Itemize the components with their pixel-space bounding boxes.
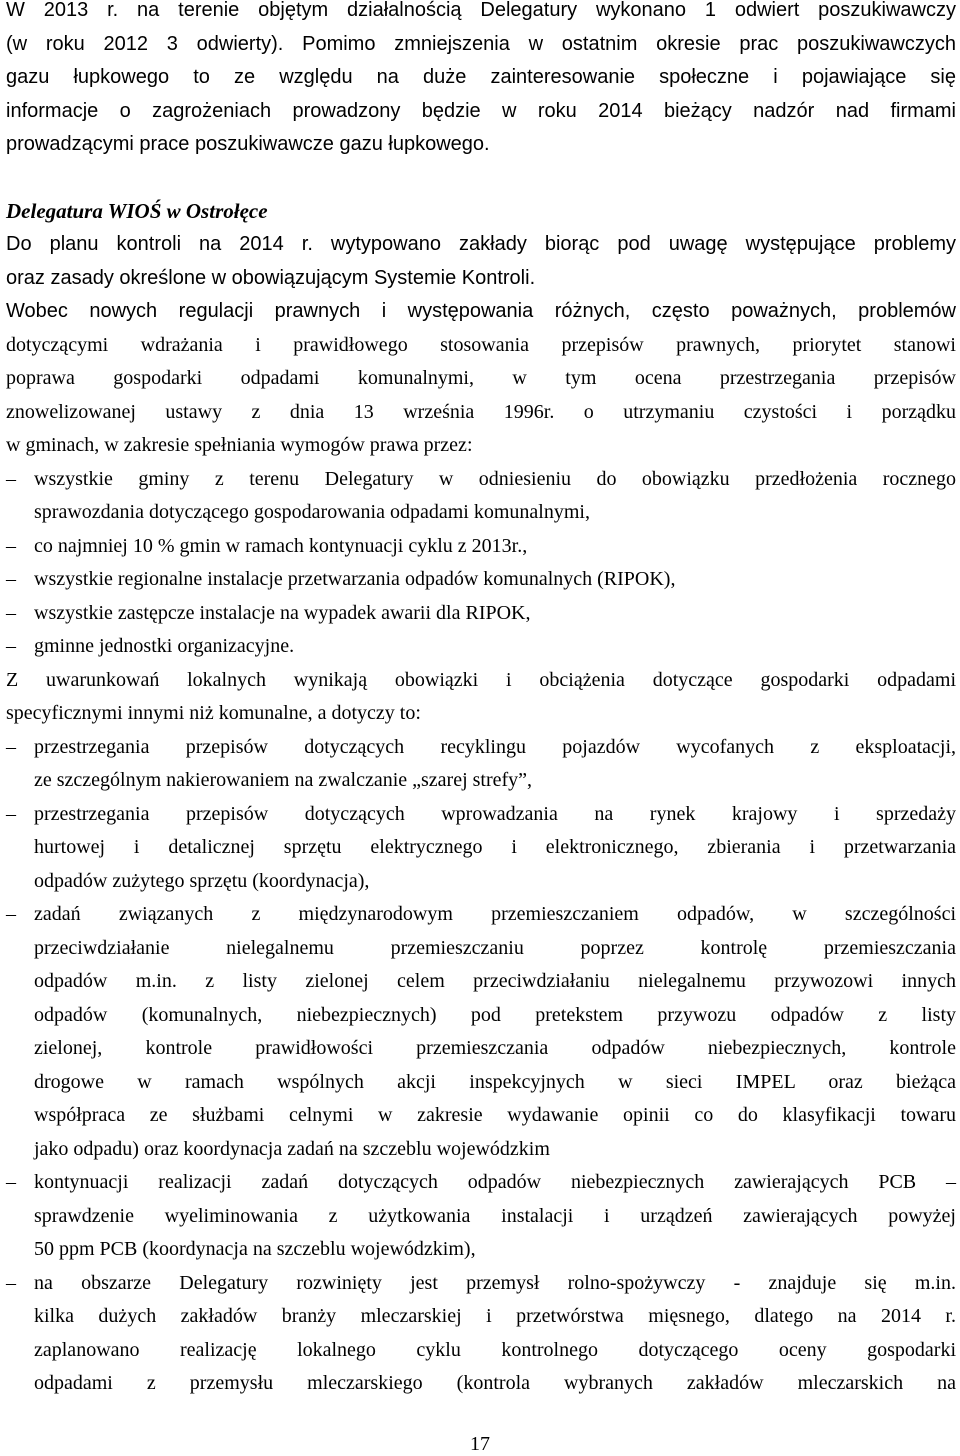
- list-item-line: przestrzegania przepisów dotyczących recyklingu pojazdów wycofanych z eksploatacji,: [34, 736, 956, 758]
- list-bullet: –: [6, 535, 16, 557]
- list-item-line: wszystkie gminy z terenu Delegatury w odniesieniu do obowiązku przedłożenia rocznego: [34, 468, 956, 490]
- list-bullet: –: [6, 602, 16, 624]
- text-line: (w roku 2012 3 odwierty). Pomimo zmniejszenia w ostatnim okresie prac poszukiwawczych: [6, 33, 956, 55]
- text-line: w gminach, w zakresie spełniania wymogów prawa przez:: [6, 434, 473, 456]
- list-item-line: kilka dużych zakładów branży mleczarskiej i przetwórstwa mięsnego, dlatego na 2014 r.: [34, 1305, 956, 1327]
- list-bullet: –: [6, 736, 16, 758]
- text-line: poprawa gospodarki odpadami komunalnymi, w tym ocena przestrzegania przepisów: [6, 367, 956, 389]
- text-line: Z uwarunkowań lokalnych wynikają obowiązki i obciążenia dotyczące gospodarki odpadami: [6, 669, 956, 691]
- list-item-line: przestrzegania przepisów dotyczących wprowadzania na rynek krajowy i sprzedaży: [34, 803, 956, 825]
- text-line: gazu łupkowego to ze względu na duże zainteresowanie społeczne i pojawiające się: [6, 66, 956, 88]
- list-item-line: wszystkie zastępcze instalacje na wypadek awarii dla RIPOK,: [34, 602, 531, 624]
- text-line: Wobec nowych regulacji prawnych i występowania różnych, często poważnych, problemów: [6, 300, 956, 322]
- list-bullet: –: [6, 903, 16, 925]
- text-line: Do planu kontroli na 2014 r. wytypowano zakłady biorąc pod uwagę występujące problemy: [6, 233, 956, 255]
- text-line: prowadzącymi prace poszukiwawcze gazu łupkowego.: [6, 133, 490, 155]
- list-item-line: jako odpadu) oraz koordynacja zadań na szczeblu wojewódzkim: [34, 1138, 550, 1160]
- text-line: specyficznymi innymi niż komunalne, a dotyczy to:: [6, 702, 421, 724]
- text-line: dotyczącymi wdrażania i prawidłowego stosowania przepisów prawnych, priorytet stanowi: [6, 334, 956, 356]
- list-item-line: kontynuacji realizacji zadań dotyczących odpadów niebezpiecznych zawierających PCB –: [34, 1171, 956, 1193]
- list-item-line: zielonej, kontrole prawidłowości przemieszczania odpadów niebezpiecznych, kontrole: [34, 1037, 956, 1059]
- list-item-line: sprawozdania dotyczącego gospodarowania odpadami komunalnymi,: [34, 501, 590, 523]
- list-bullet: –: [6, 1272, 16, 1294]
- list-item-line: odpadów zużytego sprzętu (koordynacja),: [34, 870, 370, 892]
- list-bullet: –: [6, 635, 16, 657]
- list-item-line: odpadów m.in. z listy zielonej celem przeciwdziałaniu nielegalnemu przywozowi innych: [34, 970, 956, 992]
- list-item-line: na obszarze Delegatury rozwinięty jest przemysł rolno-spożywczy - znajduje się m.in.: [34, 1272, 956, 1294]
- text-line: W 2013 r. na terenie objętym działalnością Delegatury wykonano 1 odwiert poszukiwawczy: [6, 0, 956, 21]
- list-item-line: wszystkie regionalne instalacje przetwarzania odpadów komunalnych (RIPOK),: [34, 568, 676, 590]
- page-number: 17: [470, 1433, 490, 1455]
- list-item-line: co najmniej 10 % gmin w ramach kontynuacji cyklu z 2013r.,: [34, 535, 528, 557]
- list-bullet: –: [6, 803, 16, 825]
- list-bullet: –: [6, 1171, 16, 1193]
- text-line: informacje o zagrożeniach prowadzony będzie w roku 2014 bieżący nadzór nad firmami: [6, 100, 956, 122]
- list-bullet: –: [6, 468, 16, 490]
- list-item-line: odpadów (komunalnych, niebezpiecznych) pod pretekstem przywozu odpadów z listy: [34, 1004, 956, 1026]
- text-line: znowelizowanej ustawy z dnia 13 września 1996r. o utrzymaniu czystości i porządku: [6, 401, 956, 423]
- list-item-line: odpadami z przemysłu mleczarskiego (kontrola wybranych zakładów mleczarskich na: [34, 1372, 956, 1394]
- list-item-line: współpraca ze służbami celnymi w zakresie wydawanie opinii co do klasyfikacji towaru: [34, 1104, 956, 1126]
- text-line: oraz zasady określone w obowiązującym Systemie Kontroli.: [6, 267, 536, 289]
- list-item-line: zadań związanych z międzynarodowym przemieszczaniem odpadów, w szczególności: [34, 903, 956, 925]
- list-item-line: gminne jednostki organizacyjne.: [34, 635, 295, 657]
- list-item-line: hurtowej i detalicznej sprzętu elektrycznego i elektronicznego, zbierania i przetwarzania: [34, 836, 956, 858]
- list-item-line: drogowe w ramach wspólnych akcji inspekcyjnych w sieci IMPEL oraz bieżąca: [34, 1071, 956, 1093]
- list-item-line: przeciwdziałanie nielegalnemu przemieszczaniu poprzez kontrolę przemieszczania: [34, 937, 956, 959]
- list-item-line: 50 ppm PCB (koordynacja na szczeblu wojewódzkim),: [34, 1238, 476, 1260]
- list-item-line: zaplanowano realizację lokalnego cyklu kontrolnego dotyczącego oceny gospodarki: [34, 1339, 956, 1361]
- list-bullet: –: [6, 568, 16, 590]
- list-item-line: sprawdzenie wyeliminowania z użytkowania instalacji i urządzeń zawierających powyżej: [34, 1205, 956, 1227]
- list-item-line: ze szczególnym nakierowaniem na zwalczanie „szarej strefy”,: [34, 769, 533, 791]
- section-heading: Delegatura WIOŚ w Ostrołęce: [6, 199, 268, 223]
